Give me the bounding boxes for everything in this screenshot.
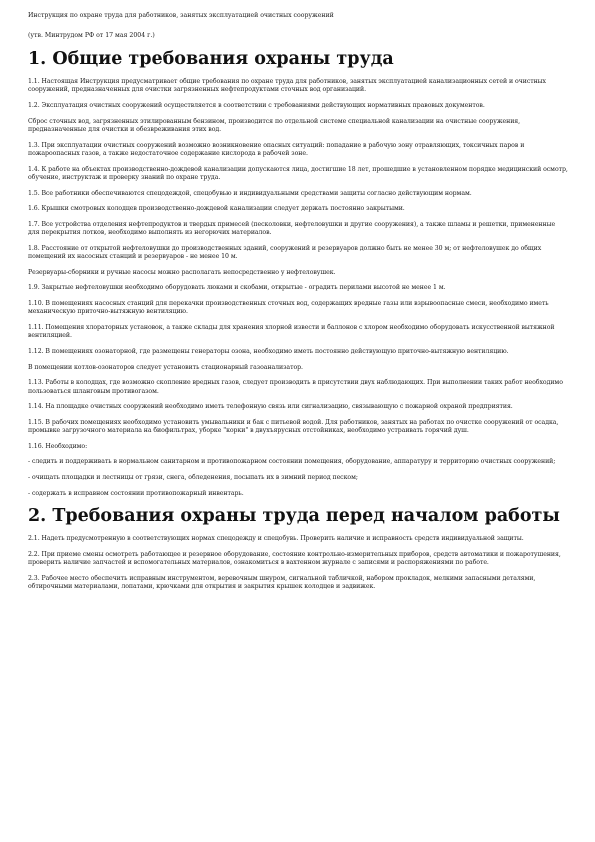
paragraph: - очищать площадки и лестницы от грязи, снега, обледенения, посыпать их в зимний период песком;: [28, 473, 358, 481]
paragraph: 1.1. Настоящая Инструкция предусматривает общие требования по охране труда для работников, занятых эксплуатацией канализационных сетей и очистных сооружений, предназначенных для очистки загрязненных нефтепродуктами сточных вод организаций.: [28, 78, 546, 94]
paragraph: - содержать в исправном состоянии противопожарный инвентарь.: [28, 489, 244, 497]
paragraph: В помещении котлов-озонаторов следует установить стационарный газоанализатор.: [28, 363, 303, 371]
paragraph: 1.5. Все работники обеспечиваются спецодеждой, спецобувью и индивидуальными средствами защиты согласно действующим нормам.: [28, 189, 472, 197]
section-heading: 1. Общие требования охраны труда: [28, 49, 394, 69]
paragraph: - следить и поддерживать в нормальном санитарном и противопожарном состоянии помещения, оборудование, аппаратуру и территорию очистных сооружений;: [28, 458, 556, 466]
paragraph: 1.2. Эксплуатация очистных сооружений осуществляется в соответствии с требованиями действующих нормативных правовых документов.: [28, 102, 485, 109]
paragraph: 2.1. Надеть предусмотренную в соответствующих нормах спецодежду и спецобувь. Проверить наличие и исправность средств индивидуальной защиты.: [28, 535, 524, 543]
section-1: [28, 48, 568, 498]
paragraph: 1.11. Помещения хлораторных установок, а также склады для хранения хлорной извести и баллонов с хлором необходимо оборудовать искусственной вытяжной вентиляцией.: [28, 323, 555, 340]
paragraph: 1.14. На площадке очистных сооружений необходимо иметь телефонную связь или сигнализацию, связывающую с пожарной охраной предприятия.: [28, 403, 513, 411]
paragraph: 1.12. В помещениях озонаторной, где размещены генераторы озона, необходимо иметь постоянно действующую приточно-вытяжную вентиляцию.: [28, 347, 509, 355]
paragraph: 2.2. При приеме смены осмотреть работающее и резервное оборудование, состояние контрольно-измерительных приборов, средств автоматики и пожаротушения, проверить наличие запчастей и вспомогательных материалов, ознакомиться в вахтенном журнале с записями и распоряжениями по работе.: [28, 550, 561, 567]
paragraph: 1.9. Закрытые нефтеловушки необходимо оборудовать люками и скобами, открытые - оградить перилами высотой не менее 1 м.: [28, 284, 446, 292]
paragraph: Резервуары-сборники и ручные насосы можно располагать непосредственно у нефтеловушек.: [28, 268, 336, 276]
paragraph: 1.15. В рабочих помещениях необходимо установить умывальники и бак с питьевой водой. Для работников, занятых на работах по очистке сооружений от осадка, промывке загрузочного материала на биофильтрах, уборке "корки" в двухъярусных отстойниках, необходимо устраивать горячий душ.: [28, 418, 559, 435]
paragraph: 2.3. Рабочее место обеспечить исправным инструментом, веревочным шнуром, сигнальной табличкой, набором прокладок, мелкими запасными деталями, обтирочными материалами, лопатами, крючками для открытия и закрытия крышек колодцев и задвижек.: [28, 574, 536, 591]
paragraph: 1.16. Необходимо:: [28, 442, 88, 450]
document-title: Инструкция по охране труда для работников, занятых эксплуатацией очистных сооружений: [28, 12, 334, 19]
paragraph: 1.4. К работе на объектах производственно-дождевой канализации допускаются лица, достигшие 18 лет, прошедшие в установленном порядке медицинский осмотр, обучение, инструктаж и проверку знаний по охране труда.: [28, 165, 568, 181]
document-approval-note: (утв. Минтрудом РФ от 17 мая 2004 г.): [28, 32, 155, 39]
section-2: [28, 505, 568, 591]
paragraph: Сброс сточных вод, загрязненных этилированным бензином, производится по отдельной системе специальной канализации на очистные сооружения, предназначенные для очистки и обезвреживания этих вод.: [28, 117, 521, 133]
document-body: [28, 48, 568, 592]
paragraph: 1.7. Все устройства отделения нефтепродуктов и твердых примесей (песколовки, нефтеловушки и другие сооружения), а также шламы и решетки, примененные для перекрытия лотков, необходимо выполнять из негорючих материалов.: [28, 220, 556, 237]
paragraph: 1.10. В помещениях насосных станций для перекачки производственных сточных вод, содержащих вредные газы или взрывоопасные смеси, необходимо иметь механическую приточно-вытяжную вентиляцию.: [28, 299, 549, 316]
document: [28, 12, 568, 599]
paragraph: 1.6. Крышки смотровых колодцев производственно-дождевой канализации следует держать постоянно закрытыми.: [28, 205, 405, 213]
paragraph: 1.13. Работы в колодцах, где возможно скопление вредных газов, следует производить в присутствии двух наблюдающих. При выполнении таких работ необходимо пользоваться шланговым противогазом.: [28, 379, 563, 395]
section-heading: 2. Требования охраны труда перед началом работы: [28, 506, 560, 527]
paragraph: 1.3. При эксплуатации очистных сооружений возможно возникновение опасных ситуаций: попадание в рабочую зону отравляющих, токсичных паров и пожароопасных газов, а также недостаточное содержание кислорода в рабочей зоне.: [28, 141, 525, 157]
paragraph: 1.8. Расстояние от открытой нефтеловушки до производственных зданий, сооружений и резервуаров должно быть не менее 30 м; от нефтеловушек до общих помещений их насосных станций и резервуаров - не менее 10 м.: [28, 244, 542, 261]
